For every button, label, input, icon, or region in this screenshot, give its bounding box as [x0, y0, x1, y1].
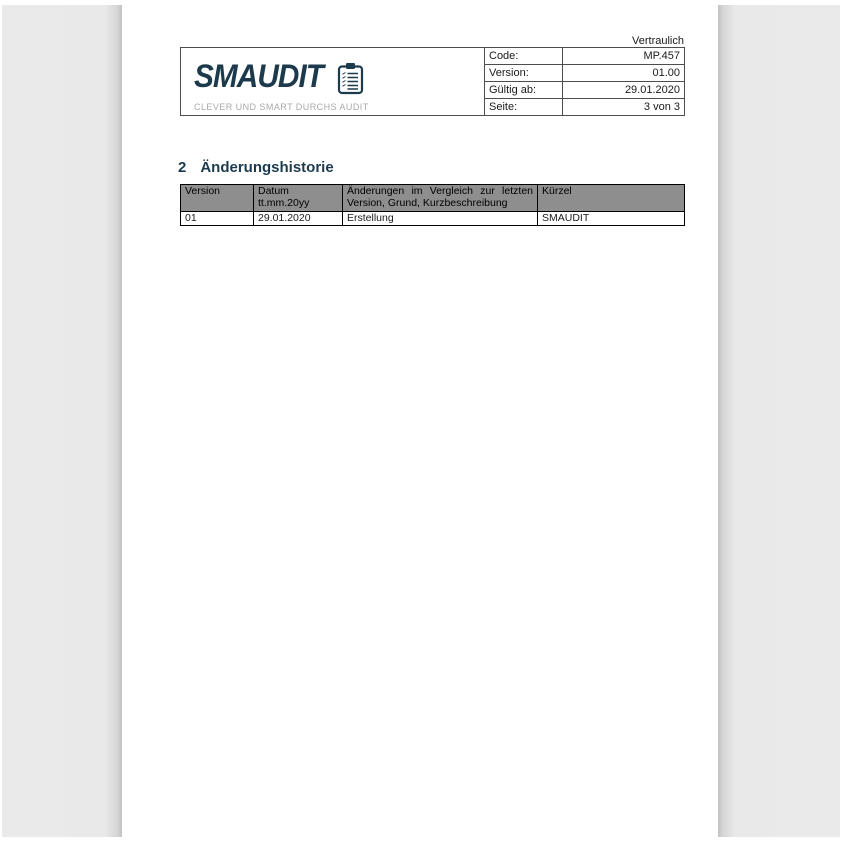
meta-row-code [181, 48, 685, 65]
history-header-row [181, 185, 685, 212]
section-heading [178, 158, 334, 178]
canvas-margin-left [2, 5, 122, 837]
meta-value-seite: 3 von 3 [563, 99, 685, 116]
meta-label-seite: Seite: [485, 99, 563, 116]
section-number: 2 [178, 159, 187, 176]
canvas-margin-right [718, 5, 840, 837]
history-row [181, 212, 685, 226]
section-title: Änderungshistorie [200, 159, 334, 176]
logo-wordmark: SMAUDIT [194, 58, 324, 94]
history-cell-aenderungen: Erstellung [343, 212, 538, 226]
confidential-label: Vertraulich [632, 35, 684, 47]
document-page [122, 0, 718, 842]
meta-value-gueltig-ab: 29.01.2020 [563, 82, 685, 99]
history-header-datum-line2: tt.mm.20yy [258, 196, 310, 209]
change-history-table [180, 184, 685, 226]
meta-label-gueltig-ab: Gültig ab: [485, 82, 563, 99]
history-cell-datum: 29.01.2020 [254, 212, 343, 226]
history-cell-version: 01 [181, 212, 254, 226]
meta-label-version: Version: [485, 65, 563, 82]
history-header-aenderungen: Änderungen im Vergleich zur letzten Version, Grund, Kurzbeschreibung [343, 185, 538, 212]
meta-value-code: MP.457 [563, 48, 685, 65]
history-header-datum-line1: Datum [258, 185, 289, 197]
history-header-kuerzel: Kürzel [538, 185, 685, 212]
logo-tagline: CLEVER UND SMART DURCHS AUDIT [194, 102, 369, 112]
clipboard-icon [337, 62, 364, 98]
smaudit-logo [181, 51, 484, 112]
history-cell-kuerzel: SMAUDIT [538, 212, 685, 226]
meta-value-version: 01.00 [563, 65, 685, 82]
meta-label-code: Code: [485, 48, 563, 65]
history-header-version: Version [181, 185, 254, 212]
document-info-table [180, 47, 685, 116]
logo-cell [181, 48, 485, 116]
history-header-datum [254, 185, 343, 212]
